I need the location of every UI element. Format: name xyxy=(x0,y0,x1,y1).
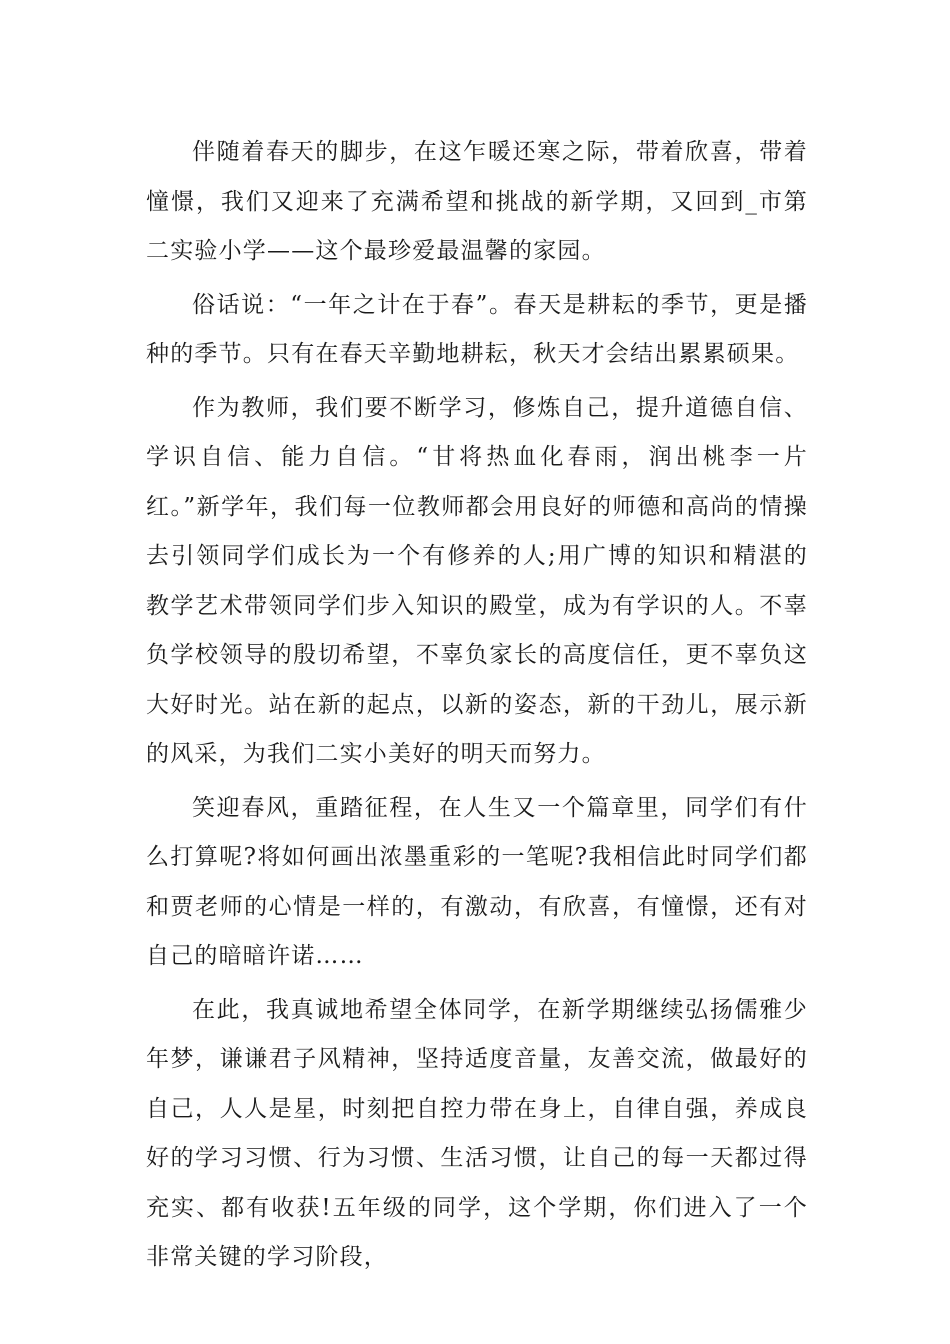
paragraph-4: 笑迎春风，重踏征程，在人生又一个篇章里，同学们有什么打算呢?将如何画出浓墨重彩的一笔呢?我相信此时同学们都和贾老师的心情是一样的，有激动，有欣喜，有憧憬，还有对自己的暗暗许诺…… xyxy=(146,794,808,969)
paragraph-5: 在此，我真诚地希望全体同学，在新学期继续弘扬儒雅少年梦，谦谦君子风精神，坚持适度音量，友善交流，做最好的自己，人人是星，时刻把自控力带在身上，自律自强，养成良好的学习习惯、行为习惯、生活习惯，让自己的每一天都过得充实、都有收获!五年级的同学，这个学期，你们进入了一个非常关键的学习阶段， xyxy=(146,996,808,1270)
paragraph-3: 作为教师，我们要不断学习，修炼自己，提升道德自信、学识自信、能力自信。“甘将热血化春雨，润出桃李一片红。”新学年，我们每一位教师都会用良好的师德和高尚的情操去引领同学们成长为一个有修养的人;用广博的知识和精湛的教学艺术带领同学们步入知识的殿堂，成为有学识的人。不辜负学校领导的殷切希望，不辜负家长的高度信任，更不辜负这大好时光。站在新的起点，以新的姿态，新的干劲儿，展示新的风采，为我们二实小美好的明天而努力。 xyxy=(146,394,808,767)
paragraph-2: 俗话说：“一年之计在于春”。春天是耕耘的季节，更是播种的季节。只有在春天辛勤地耕耘，秋天才会结出累累硕果。 xyxy=(146,291,808,367)
document-body xyxy=(146,128,808,1287)
paragraph-1: 伴随着春天的脚步，在这乍暖还寒之际，带着欣喜，带着憧憬，我们又迎来了充满希望和挑战的新学期，又回到_市第二实验小学——这个最珍爱最温馨的家园。 xyxy=(146,139,808,264)
